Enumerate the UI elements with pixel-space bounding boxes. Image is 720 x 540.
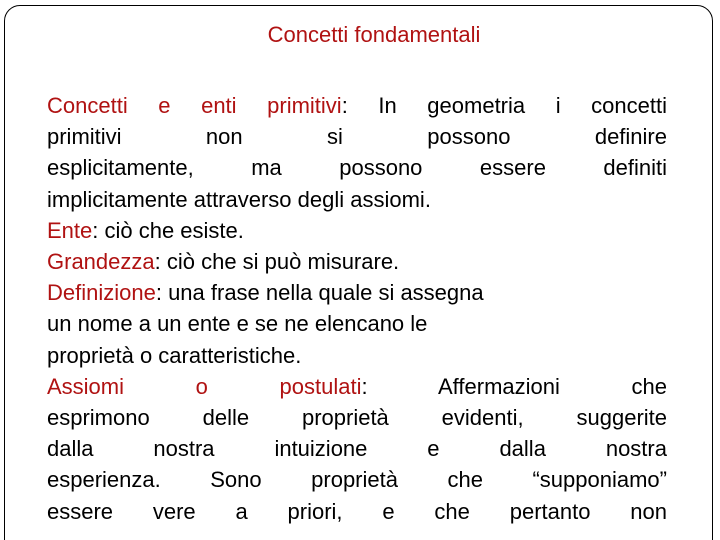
term-assiomi: Assiomi o postulati xyxy=(47,373,362,399)
text-line: dalla nostra intuizione e dalla nostra xyxy=(47,436,667,462)
line-text: : una frase nella quale si assegna xyxy=(155,280,484,306)
line-text: : In geometria i concetti xyxy=(341,93,667,118)
text-line: proprietà o caratteristiche. xyxy=(47,342,302,368)
slide-body xyxy=(47,90,667,527)
text-line: esperienza. Sono proprietà che “supponiamo” xyxy=(47,467,667,493)
text-line xyxy=(47,215,667,246)
text-line: primitivi non si possono definire xyxy=(47,124,667,150)
term-grandezza: Grandezza xyxy=(47,249,155,275)
line-text: : Affermazioni che xyxy=(361,373,667,399)
term-ente: Ente xyxy=(47,217,93,243)
line-text: : ciò che si può misurare. xyxy=(154,249,400,275)
term-definizione: Definizione xyxy=(47,280,156,306)
text-line: esprimono delle proprietà evidenti, suggerite xyxy=(47,405,667,431)
paragraph-definizione xyxy=(47,277,667,371)
text-line xyxy=(47,90,667,121)
line-text: : ciò che esiste. xyxy=(92,217,244,243)
text-line: esplicitamente, ma possono essere definiti xyxy=(47,155,667,181)
text-line: essere vere a priori, e che pertanto non xyxy=(47,498,667,524)
text-line xyxy=(47,246,667,277)
paragraph-concetti-primitivi xyxy=(47,90,667,215)
text-line xyxy=(47,277,667,308)
term-concetti-primitivi: Concetti e enti primitivi xyxy=(47,93,342,118)
paragraph-assiomi xyxy=(47,371,667,527)
text-line xyxy=(47,371,667,402)
slide-title: Concetti fondamentali xyxy=(267,22,481,47)
text-line: implicitamente attraverso degli assiomi. xyxy=(47,186,431,212)
text-line: un nome a un ente e se ne elencano le xyxy=(47,311,428,337)
paragraph-ente xyxy=(47,215,667,246)
paragraph-grandezza xyxy=(47,246,667,277)
